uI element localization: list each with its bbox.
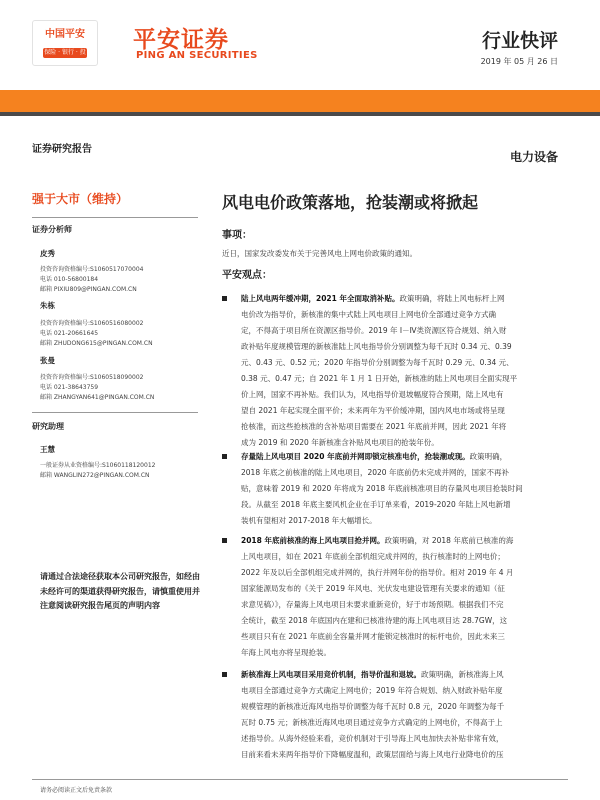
bullet-line: 定，不得高于项目所在资源区指导价。2019 年 I－Ⅳ类资源区符合规划、纳入财	[241, 326, 507, 335]
footer-disclaimer: 请务必阅读正文后免责条款	[40, 787, 113, 794]
bullet-line: 抢核准，而这些抢核准的含补贴项目需要在 2021 年底前并网，因此 2021 年将	[241, 422, 507, 431]
analyst-cert: 投资咨询资格编号:S1060518090002	[40, 374, 144, 381]
assistant-email: 邮箱 WANGLIN272@PINGAN.COM.CN	[40, 472, 150, 479]
bullet-lead: 新核准海上风电项目采用竞价机制，指导价温和退坡。	[241, 670, 421, 679]
bullet-line: 瓦时 0.75 元；新核准近海风电项目通过竞争方式确定的上网电价，不得高于上	[241, 718, 503, 727]
analyst-phone: 电话 021-20661645	[40, 330, 99, 337]
analyst-cert: 投资咨询资格编号:S1060516080002	[40, 320, 144, 327]
bullet-paragraph	[241, 291, 561, 451]
analyst-name: 张曼	[40, 356, 55, 365]
bullet-line: 规模管理的新核准近海风电指导价调整为每千瓦时 0.8 元，2020 年调整为每千	[241, 702, 505, 711]
divider	[32, 217, 198, 218]
view-heading: 平安观点：	[222, 270, 272, 281]
analyst-phone: 电话 010-56800184	[40, 276, 99, 283]
bullet-line: 2022 年及以后全部机组完成并网的，执行并网年份的指导价。相对 2019 年 4 月	[241, 568, 514, 577]
analyst-name: 皮秀	[40, 249, 55, 258]
bullet-line: 求意见稿）》，存量海上风电项目未要求重新竞价，好于市场预期。根据我们不完	[241, 600, 504, 609]
event-text: 近日，国家发改委发布关于完善风电上网电价政策的通知。	[222, 249, 417, 258]
event-heading: 事项：	[222, 230, 252, 241]
header-orange-band	[0, 90, 600, 112]
report-type: 行业快评	[481, 30, 558, 52]
disclaimer-note: 请通过合法途径获取本公司研究报告，如经由未经许可的渠道获得研究报告，请慎重使用并注意阅读研究报告尾页的声明内容	[40, 572, 200, 610]
bullet-line-text: 政策明确，新核准海上风	[421, 670, 504, 679]
bullet-line-text: 政策明确，将陆上风电标杆上网	[399, 294, 505, 303]
brand-name-en: PING AN SECURITIES	[136, 50, 258, 61]
bullet-line: 电价改为指导价，新核准的集中式陆上风电项目上网电价全部通过竞争方式确	[241, 310, 496, 319]
footer-divider	[32, 779, 568, 780]
bullet-line: 电项目全部通过竞争方式确定上网电价；2019 年符合规划、纳入财政补贴年度	[241, 686, 503, 695]
bullet-line: 元、0.43 元、0.52 元；2020 年指导价分别调整为每千瓦时 0.29 元、0.34 元、	[241, 358, 514, 367]
industry-name: 电力设备	[509, 150, 558, 164]
bullet-line: 上风电项目，如在 2021 年底前全部机组完成并网的，执行核准时的上网电价；	[241, 552, 505, 561]
brand-name-cn: 平安证券	[133, 27, 229, 53]
bullet-line: 国家能源局发布的《关于 2019 年风电、光伏发电建设管理有关要求的通知（征	[241, 584, 505, 593]
bullet-line	[241, 449, 561, 465]
report-date: 2019 年 05 月 26 日	[480, 57, 558, 66]
bullet-line	[241, 291, 561, 307]
bullet-line-text: 政策明确，	[469, 452, 508, 461]
report-title: 风电电价政策落地，抢装潮或将掀起	[222, 193, 479, 212]
bullet-line: 2018 年底之前核准的陆上风电项目，2020 年底前仍未完成并网的，国家不再补	[241, 468, 509, 477]
bullet-line: 成为 2019 和 2020 年新核准含补贴风电项目的抢装年份。	[241, 438, 439, 447]
assistant-heading: 研究助理	[32, 422, 64, 431]
analyst-email: 邮箱 ZHUDONG615@PINGAN.COM.CN	[40, 340, 153, 347]
ping-an-group-logo	[32, 20, 98, 66]
bullet-line-text: 政策明确，对 2018 年底前已核准的海	[384, 536, 514, 545]
bullet-marker	[222, 454, 227, 459]
bullet-line: 些项目只有在 2021 年底前全容量并网才能锁定核准时的标杆电价，因此未来三	[241, 632, 505, 641]
analysts-heading: 证券分析师	[32, 225, 72, 234]
bullet-marker	[222, 296, 227, 301]
analyst-name: 朱栋	[40, 301, 55, 310]
bullet-line	[241, 667, 561, 683]
bullet-line: 装机有望相对 2017-2018 年大幅增长。	[241, 516, 377, 525]
bullet-line: 望自 2021 年起实现全面平价；未来两年为平价缓冲期，国内风电市场或将呈现	[241, 406, 505, 415]
bullet-line: 述指导价。从海外经验来看，竞价机制对于引导海上风电加快去补贴非常有效，	[241, 734, 504, 743]
bullet-line: 价上网，国家不再补贴。我们认为，风电指导价退坡幅度符合预期，陆上风电有	[241, 390, 504, 399]
bullet-lead: 2018 年底前核准的海上风电项目抢并网。	[241, 536, 385, 545]
analyst-cert: 投资咨询资格编号:S1060517070004	[40, 266, 144, 273]
bullet-line: 政补贴年度规模管理的新核准陆上风电指导价分别调整为每千瓦时 0.34 元、0.39	[241, 342, 512, 351]
assistant-cert: 一般证券从业资格编号:S1060118120012	[40, 462, 156, 469]
bullet-line: 全统计，截至 2018 年底国内在建和已核准待建的海上风电项目达 28.7GW，这	[241, 616, 508, 625]
bullet-line: 年海上风电亦将呈现抢装。	[241, 648, 331, 657]
bullet-line	[241, 533, 561, 549]
bullet-paragraph	[241, 449, 561, 529]
divider	[32, 412, 198, 413]
bullet-paragraph	[241, 533, 561, 661]
logo-text: 中国平安	[45, 29, 85, 40]
bullet-marker	[222, 672, 227, 677]
bullet-paragraph	[241, 667, 561, 763]
logo-tag: 保险 · 银行 · 投资	[44, 49, 86, 66]
industry-rating: 强于大市（维持）	[32, 192, 129, 206]
section-label: 证券研究报告	[32, 144, 92, 155]
bullet-line: 0.38 元、0.47 元；自 2021 年 1 月 1 日开始，新核准的陆上风电项目全面实现平	[241, 374, 518, 383]
bullet-lead: 陆上风电两年缓冲期，2021 年全面取消补贴。	[241, 294, 400, 303]
bullet-line: 段。从截至 2018 年底主要风机企业在手订单来看，2019-2020 年陆上风电新增	[241, 500, 511, 509]
header-dark-band	[0, 112, 600, 116]
analyst-phone: 电话 021-38643759	[40, 384, 99, 391]
analyst-email: 邮箱 ZHANGYAN641@PINGAN.COM.CN	[40, 394, 155, 401]
bullet-line: 目前来看未来两年指导价下降幅度温和，政策层面给与海上风电行业降电价的压	[241, 750, 504, 759]
bullet-marker	[222, 538, 227, 543]
analyst-email: 邮箱 PIXIU809@PINGAN.COM.CN	[40, 286, 137, 293]
assistant-name: 王慧	[40, 445, 55, 454]
bullet-lead: 存量陆上风电项目 2020 年底前并网即锁定核准电价，抢装潮或现。	[241, 452, 470, 461]
bullet-line: 贴，意味着 2019 和 2020 年将成为 2018 年底前核准项目的存量风电项目抢装时间	[241, 484, 523, 493]
